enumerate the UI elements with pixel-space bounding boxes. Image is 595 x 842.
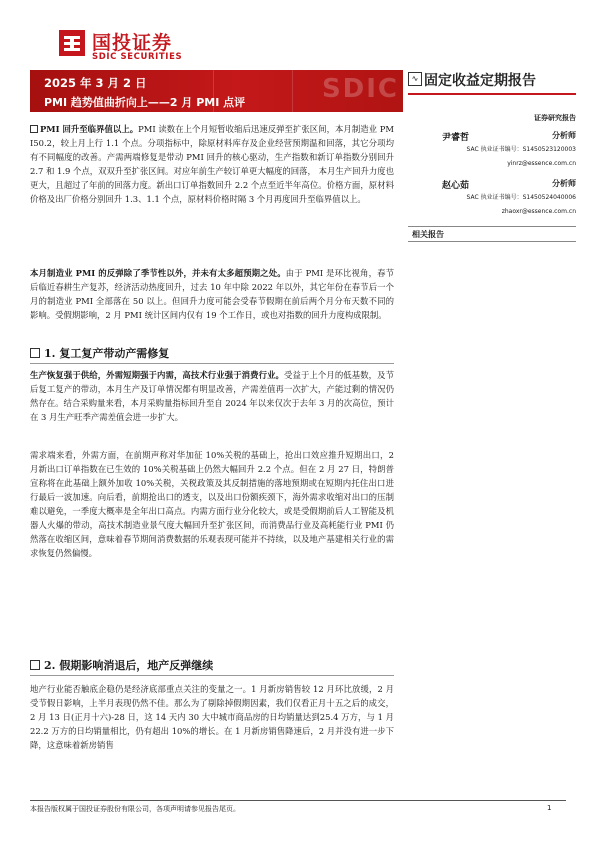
footer-rule [30,800,566,801]
analyst-email[interactable]: yinrz@essence.com.cn [507,160,576,167]
report-title: PMI 趋势值曲折向上——2 月 PMI 点评 [44,96,246,109]
chart-icon: ∿ [408,72,422,86]
paragraph-seasonality [30,266,394,322]
related-reports-label: 相关报告 [412,229,444,239]
footer-disclaimer: 本报告版权属于国投证券股份有限公司，各项声明请参见报告尾页。 [30,805,240,813]
analyst-name: 赵心茹 [442,181,470,191]
paragraph-lead: PMI 回升至临界值以上。 [40,124,139,134]
paragraph-property [30,682,394,752]
section-title: 1. 复工复产带动产需修复 [44,347,170,360]
section-heading-1 [30,344,394,364]
analyst-card [408,178,576,222]
paragraph-text: 需求端来看，外需方面，在前期声称对华加征 10%关税的基础上，抢出口效应推升短期出口，2 月新出口订单指数在已生效的 10%关税基础上仍然大幅回升 2.2 个点。但在 2 月 27 日，特朗普宣称将在此基础上额外加收 10%关税，关税政策及其反制措施的落地预期或在短期内托住出口进行最后一波加速。向后看，前期抢出口的透支，以及出口份额疾颈下，海外需求收缩对出口的压制难以避免，一季度大概率是全年出口高点。内需方面行业分化较大，或是受假期前后人工智能及机器人火爆的带动，高技术制造业景气度大幅回升至扩张区间，而消费品行业及高耗能行业 PMI 仍然落在收缩区间，意味着春节期间消费数据的乐观表现可能并不持续，以及地产基建相关行业的需求恢复仍然偏慢。 [30,450,394,558]
analyst-card [408,130,576,174]
analyst-role: 分析师 [552,131,576,140]
banner-watermark: SDIC [321,74,399,104]
paragraph-lead: 生产恢复强于供给，外需短期强于内需，高技术行业强于消费行业。 [30,370,285,380]
logo-mark-icon [58,29,86,57]
bullet-icon [30,125,38,133]
section-bullet-icon [30,660,40,670]
analyst-sac: SAC 执业证书编号：S1450523120003 [466,146,576,153]
report-type-rule [408,93,576,95]
analyst-role: 分析师 [552,179,576,188]
paragraph-production [30,368,394,424]
paragraph-demand [30,448,394,560]
report-type-header [408,68,576,92]
related-reports-header [408,226,576,242]
company-logo [58,28,198,64]
section-heading-2 [30,656,394,676]
paragraph-summary [30,122,394,206]
section-title: 2. 假期影响消退后，地产反弹继续 [44,659,214,672]
page-number: 1 [547,804,552,812]
brand-name-en: SDIC SECURITIES [92,52,183,62]
document-type: 证券研究报告 [534,113,576,122]
analyst-sac: SAC 执业证书编号：S1450524040006 [466,194,576,201]
analyst-name: 尹睿哲 [442,133,470,143]
report-date: 2025 年 3 月 2 日 [44,76,147,90]
report-type: 固定收益定期报告 [424,73,536,89]
title-banner [30,70,403,112]
analyst-email[interactable]: zhaoxr@essence.com.cn [501,208,576,215]
paragraph-text: 地产行业能否触底企稳仍是经济底部重点关注的变量之一。1 月新房销售较 12 月环比放缓，2 月受节假日影响，上半月表现仍然不佳。那么为了剔除掉假期因素，我们仅看正月十五之后的成交，2 月 13 日(正月十六)-28 日，这 14 天内 30 大中城市商品房的日均销量达到25.4 万方，与 1 月 22.2 万方的日均销量相比，仍有超出 10%的增长。在 1 月新房销售降速后，2 月并没有进一步下降，这意味着新房销售 [30,684,394,750]
paragraph-lead: 本月制造业 PMI 的反弹除了季节性以外，并未有太多超预期之处。 [30,268,286,278]
paragraph-text: 由于 PMI 是环比视角，春节后临近春耕生产复苏，经济活动热度回升，过去 10 年中除 2022 年以外，其它年份在春节后一个月的制造业 PMI 全部落在 50 以上。但回升力度可能会受春节假期在前后两个月分布天数不同的影响。受假期影响，2 月 PMI 统计区间内仅有 19 个工作日，或也对指数的回升力度构成限制。 [30,268,394,320]
paragraph-text: PMI 读数在上个月短暂收缩后迅速反弹至扩张区间，本月制造业 PMI50.2，较上月上行 1.1 个点。分项指标中，除原材料库存及企业经营预期温和回落，其它分项均有不同幅度的改善。产需两端修复是带动 PMI 回升的核心驱动，生产指数和新订单指数分别回升 2.7 和 1.9 个点，双双升至扩张区间。对应年前生产较订单更大幅度的回落， 本月生产回升力度也更大，且超过了年前的回落力度。新出口订单指数回升 2.2 个点至近半年高位。价格方面，原材料价格及出厂价格分别回升 1.3、1.1 个点，原材料价格时隔 3 个月再度回升至临界值以上。 [30,124,394,204]
paragraph-text: 受益于上个月的低基数，及节后复工复产的带动，本月生产及订单情况都有明显改善，产需差值再一次扩大，产能过剩的情况仍然存在。结合采购量来看，本月采购量指标回升至自 2024 年以来仅次于去年 3 月的次高位，预计在 3 月生产旺季产需差值会进一步扩大。 [30,370,394,422]
brand-name-cn: 国投证券 [92,32,173,54]
section-bullet-icon [30,348,40,358]
